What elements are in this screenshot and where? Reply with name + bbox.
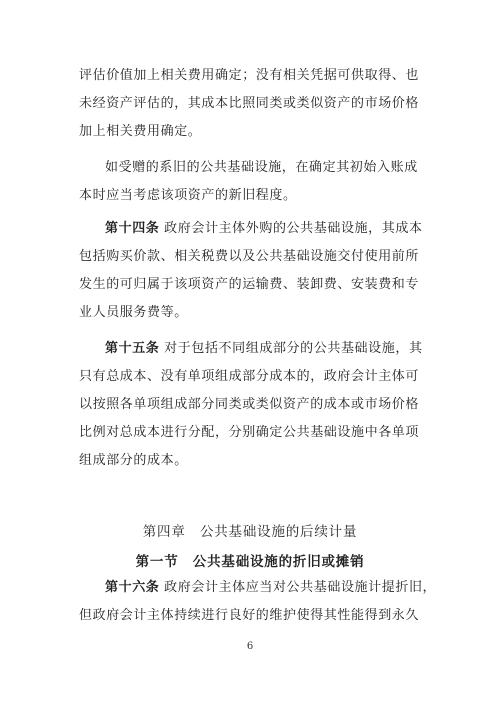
text-line: 发生的可归属于该项资产的运输费、装卸费、安装费和专: [79, 277, 420, 292]
article-14: [79, 215, 425, 327]
article-label: 第十五条: [105, 341, 160, 356]
text-line: 评估价值加上相关费用确定；没有相关凭据可供取得、也: [79, 68, 420, 83]
text-line: 比例对总成本进行分配，分别确定公共基础设施中各单项: [79, 425, 420, 440]
section-heading: 第一节 公共基础设施的折旧或摊销: [135, 554, 365, 570]
chapter-heading: 第四章 公共基础设施的后续计量: [142, 524, 358, 540]
paragraph-donated-assets: [79, 154, 425, 210]
text-line: 组成部分的成本。: [79, 453, 188, 468]
text-line: 业人员服务费等。: [79, 305, 188, 320]
article-label: 第十六条: [105, 580, 160, 595]
text-line: 如受赠的系旧的公共基础设施，在确定其初始入账成: [105, 160, 418, 175]
paragraph-valuation: [79, 62, 425, 146]
text-line: 只有总成本、没有单项组成部分成本的，政府会计主体可: [79, 369, 420, 384]
text-line: 政府会计主体外购的公共基础设施，其成本: [164, 221, 423, 236]
article-first-line: [79, 335, 425, 363]
text-line: 对于包括不同组成部分的公共基础设施，其: [164, 341, 423, 356]
text-line: 本时应当考虑该项资产的新旧程度。: [79, 188, 297, 203]
text-line: 未经资产评估的，其成本比照同类或类似资产的市场价格: [79, 96, 420, 111]
text-line: 政府会计主体应当对公共基础设施计提折旧，: [164, 580, 437, 595]
article-15: [79, 335, 425, 475]
text-line: 但政府会计主体持续进行良好的维护使得其性能得到永久: [79, 608, 420, 623]
text-line: 加上相关费用确定。: [79, 124, 202, 139]
article-label: 第十四条: [105, 221, 160, 236]
article-16: [79, 574, 437, 630]
text-line: 以按照各单项组成部分同类或类似资产的成本或市场价格: [79, 397, 420, 412]
article-first-line: [79, 215, 425, 243]
article-first-line: [79, 574, 437, 602]
text-line: 包括购买价款、相关税费以及公共基础设施交付使用前所: [79, 249, 420, 264]
page-number: 6: [246, 641, 254, 652]
